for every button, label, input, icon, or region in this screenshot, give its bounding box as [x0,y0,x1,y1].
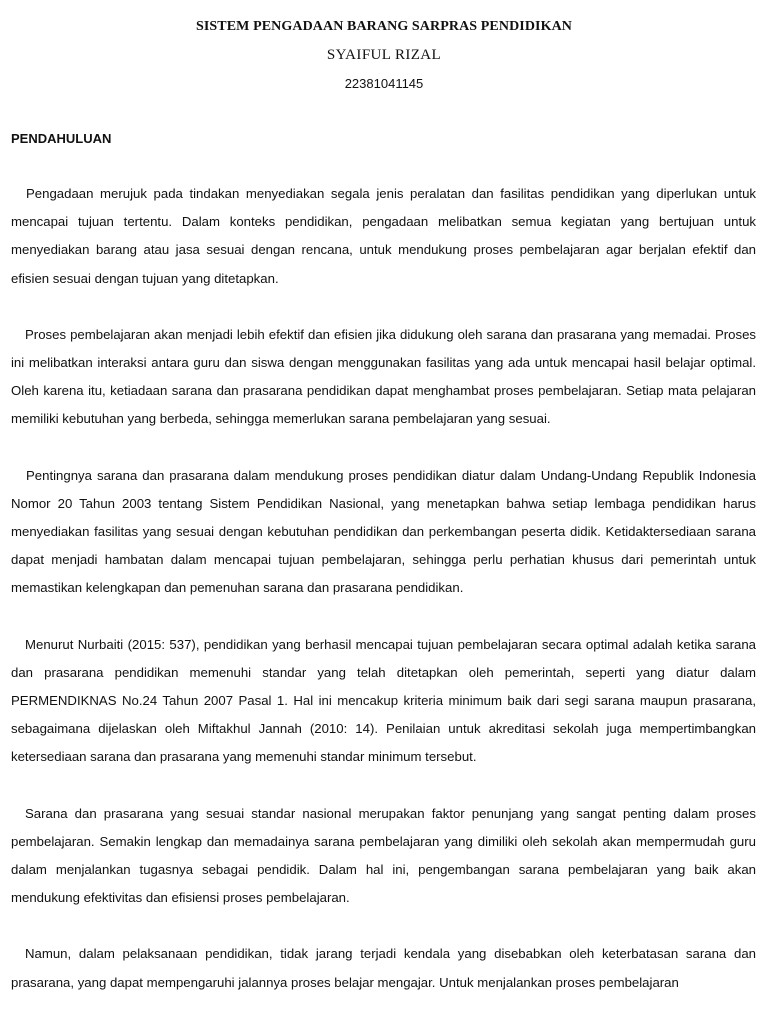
student-id: 22381041145 [344,76,424,91]
document-body [11,180,756,1024]
paragraph [11,321,756,434]
paragraph-text: Proses pembelajaran akan menjadi lebih efektif dan efisien jika didukung oleh sarana dan prasarana yang memadai. Proses ini melibatkan interaksi antara guru dan siswa dengan menggunakan fasilitas yang ada untuk mencapai hasil belajar optimal. Oleh karena itu, ketiadaan sarana dan prasarana pendidikan dapat menghambat proses pembelajaran. Setiap mata pelajaran memiliki kebutuhan yang berbeda, sehingga memerlukan sarana pembelajaran yang sesuai. [11,326,756,427]
paragraph-text: Sarana dan prasarana yang sesuai standar nasional merupakan faktor penunjang yang sangat penting dalam proses pembelajaran. Semakin lengkap dan memadainya sarana pembelajaran yang dimiliki oleh sekolah akan mempermudah guru dalam menjalankan tugasnya sebagai pendidik. Dalam hal ini, pengembangan sarana pembelajaran yang baik akan mendukung efektivitas dan efisiensi proses pembelajaran. [11,805,756,906]
document-title: SISTEM PENGADAAN BARANG SARPRAS PENDIDIKAN [195,19,572,34]
paragraph-text: Pentingnya sarana dan prasarana dalam mendukung proses pendidikan diatur dalam Undang-Undang Republik Indonesia Nomor 20 Tahun 2003 tentang Sistem Pendidikan Nasional, yang menetapkan bahwa setiap lembaga pendidikan harus menyediakan fasilitas yang sesuai dengan kebutuhan pendidikan dan perkembangan peserta didik. Ketidaktersediaan sarana dapat menjadi hambatan dalam mencapai tujuan pembelajaran, sehingga perlu perhatian khusus dari pemerintah untuk memastikan kelengkapan dan pemenuhan sarana dan prasarana pendidikan. [11,467,756,596]
paragraph [11,940,756,996]
paragraph [11,631,756,772]
paragraph [11,800,756,913]
paragraph-text: Pengadaan merujuk pada tindakan menyediakan segala jenis peralatan dan fasilitas pendidikan yang diperlukan untuk mencapai tujuan tertentu. Dalam konteks pendidikan, pengadaan melibatkan semua kegiatan yang bertujuan untuk menyediakan barang atau jasa sesuai dengan rencana, untuk mendukung proses pembelajaran agar berjalan efektif dan efisien sesuai dengan tujuan yang ditetapkan. [11,186,756,286]
section-heading: PENDAHULUAN [11,131,112,146]
paragraph-text: Namun, dalam pelaksanaan pendidikan, tidak jarang terjadi kendala yang disebabkan oleh keterbatasan sarana dan prasarana, yang dapat mempengaruhi jalannya proses belajar mengajar. Untuk menjalankan proses pembelajaran [11,946,756,990]
paragraph [11,180,756,293]
author-name: SYAIFUL RIZAL [326,47,442,63]
paragraph [11,462,756,603]
paragraph-text: Menurut Nurbaiti (2015: 537), pendidikan yang berhasil mencapai tujuan pembelajaran secara optimal adalah ketika sarana dan prasarana pendidikan memenuhi standar yang telah ditetapkan oleh pemerintah, seperti yang diatur dalam PERMENDIKNAS No.24 Tahun 2007 Pasal 1. Hal ini mencakup kriteria minimum baik dari segi sarana maupun prasarana, sebagaimana dijelaskan oleh Miftakhul Jannah (2010: 14). Penilaian untuk akreditasi sekolah juga mempertimbangkan ketersediaan sarana dan prasarana yang memenuhi standar minimum tersebut. [11,636,756,765]
